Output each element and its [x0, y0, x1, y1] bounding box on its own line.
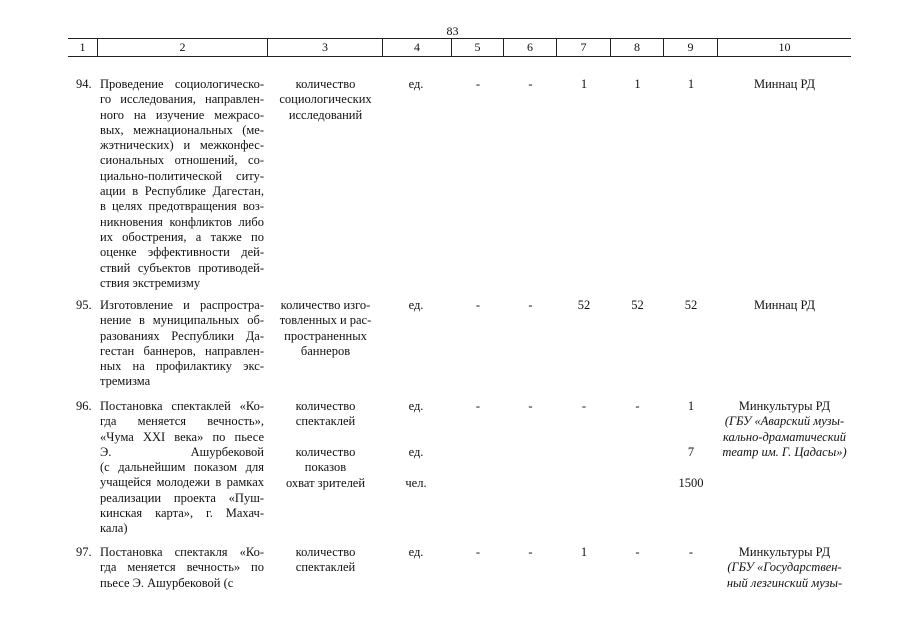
indicator-name [268, 545, 383, 576]
value-col-5: - [475, 399, 481, 413]
event-description [100, 545, 264, 591]
value-col-7: - [581, 399, 587, 413]
responsible-name: Миннац РД [753, 298, 816, 312]
description-line: Проведение социологическо- [100, 77, 264, 91]
header-col-7: 7 [557, 39, 611, 56]
description-line: ствия экстремизму [100, 275, 201, 290]
table-header [68, 38, 851, 57]
description-line: сиональных отношений, со- [100, 153, 264, 168]
header-col-5: 5 [452, 39, 504, 56]
header-col-2: 2 [98, 39, 268, 56]
responsible-executor [718, 399, 851, 460]
description-line: (с дальнейшим показом для [100, 460, 264, 475]
indicator-line: социологических [279, 92, 372, 107]
value-col-9: 52 [684, 298, 698, 312]
header-col-3: 3 [268, 39, 383, 56]
indicator-line: спектаклей [295, 414, 356, 429]
responsible-name: Миннац РД [753, 77, 816, 91]
responsible-organization: (ГБУ «Аварский музы- [724, 414, 845, 429]
description-line: ного на изучение межрасо- [100, 107, 264, 122]
indicator-line: пространенных [284, 328, 367, 343]
description-line: тремизма [100, 374, 151, 389]
description-line: нение в муниципальных об- [100, 313, 264, 328]
indicator-name [268, 298, 383, 359]
value-col-8: 52 [631, 298, 644, 312]
value-col-6: - [528, 399, 533, 413]
indicator-line: баннеров [300, 343, 351, 358]
indicator-line: показов [304, 460, 347, 475]
description-line: ации в Республике Дагестан, [100, 184, 264, 199]
indicator-line: количество [295, 545, 356, 559]
header-col-6: 6 [504, 39, 557, 56]
unit-cell: ед. [408, 545, 424, 559]
description-line: оценке эффективности дей- [100, 245, 264, 260]
description-line: жэтнических) и межконфес- [100, 138, 264, 153]
value-col-9: 1500 [678, 475, 704, 490]
description-line: разованиях Республики Да- [100, 328, 264, 343]
header-col-10: 10 [778, 40, 791, 54]
indicator-name [268, 399, 383, 430]
description-line: кала) [100, 521, 128, 536]
value-col-9: 1 [687, 399, 695, 413]
value-col-8: - [635, 399, 640, 413]
value-col-8: - [635, 545, 640, 559]
indicator-line: исследований [288, 107, 363, 122]
unit-cell: ед. [408, 444, 424, 459]
event-description [100, 298, 264, 390]
description-line: вых, межнациональных (ме- [100, 122, 264, 137]
description-line: циально-политической ситу- [100, 168, 264, 183]
responsible-name: Минкультуры РД [738, 545, 831, 559]
description-line: в целях предотвращения воз- [100, 199, 264, 214]
responsible-executor [718, 298, 851, 313]
description-line: Изготовление и распростра- [100, 298, 264, 312]
description-line: гестан баннеров, направлен- [100, 343, 264, 358]
unit-cell: чел. [405, 475, 427, 490]
value-col-5: - [475, 545, 481, 559]
description-line: ных на профилактику экс- [100, 359, 264, 374]
row-number: 96. [76, 399, 92, 413]
description-line: Э. Ашурбековой [100, 444, 264, 459]
value-col-6: - [528, 545, 533, 559]
unit-cell: ед. [408, 77, 424, 91]
value-col-8: 1 [634, 77, 641, 91]
description-line: гда меняется вечность», [100, 414, 264, 429]
responsible-executor [718, 545, 851, 591]
page-number: 83 [446, 24, 459, 38]
value-col-7: 52 [577, 298, 591, 312]
event-description [100, 399, 264, 537]
header-col-4: 4 [383, 39, 452, 56]
indicator-line: количество изго- [280, 298, 371, 312]
indicator-line: количество [295, 77, 356, 91]
description-line: Постановка спектаклей «Ко- [100, 399, 264, 413]
indicator-line: охват зрителей [285, 475, 366, 490]
description-line: го исследования, направлен- [100, 92, 264, 107]
description-line: пьесе Э. Ашурбековой (с [100, 575, 234, 590]
value-col-5: - [475, 77, 481, 91]
row-number: 94. [76, 77, 92, 91]
header-col-1: 1 [68, 39, 98, 56]
description-line: «Чума XXI века» по пьесе [100, 429, 264, 444]
description-line: их обострения, а также по [100, 229, 264, 244]
description-line: гда меняется вечность» по [100, 560, 264, 575]
description-line: кинская карта», г. Махач- [100, 506, 264, 521]
value-col-9: 7 [687, 444, 695, 459]
value-col-5: - [475, 298, 481, 312]
row-number: 95. [76, 298, 92, 312]
value-col-6: - [528, 77, 533, 91]
value-col-7: 1 [580, 545, 588, 559]
responsible-organization: (ГБУ «Государствен- [727, 560, 842, 575]
responsible-name: Минкультуры РД [738, 399, 831, 413]
description-line: ствий субъектов противодей- [100, 260, 264, 275]
responsible-organization: театр им. Г. Цадасы») [722, 444, 847, 459]
value-col-9: 1 [687, 77, 695, 91]
responsible-executor [718, 77, 851, 92]
indicator-line: количество [295, 399, 356, 413]
header-col-9: 9 [664, 39, 718, 56]
indicator-line: количество [295, 444, 356, 459]
description-line: Постановка спектакля «Ко- [100, 545, 264, 559]
value-col-6: - [528, 298, 533, 312]
description-line: никновения конфликтов либо [100, 214, 264, 229]
unit-cell: ед. [408, 399, 424, 413]
description-line: реализации проекта «Пуш- [100, 490, 264, 505]
indicator-line: товленных и рас- [279, 313, 372, 328]
responsible-organization: ный лезгинский музы- [726, 575, 843, 590]
header-col-8: 8 [611, 39, 664, 56]
indicator-name [268, 445, 383, 476]
indicator-line: спектаклей [295, 560, 356, 575]
description-line: учащейся молодежи в рамках [100, 475, 264, 490]
unit-cell: ед. [408, 298, 424, 312]
indicator-name [268, 476, 383, 491]
value-col-7: 1 [580, 77, 588, 91]
responsible-organization: кально-драматический [722, 429, 847, 444]
row-number: 97. [76, 545, 92, 559]
value-col-9: - [688, 545, 694, 559]
indicator-name [268, 77, 383, 123]
event-description [100, 77, 264, 291]
